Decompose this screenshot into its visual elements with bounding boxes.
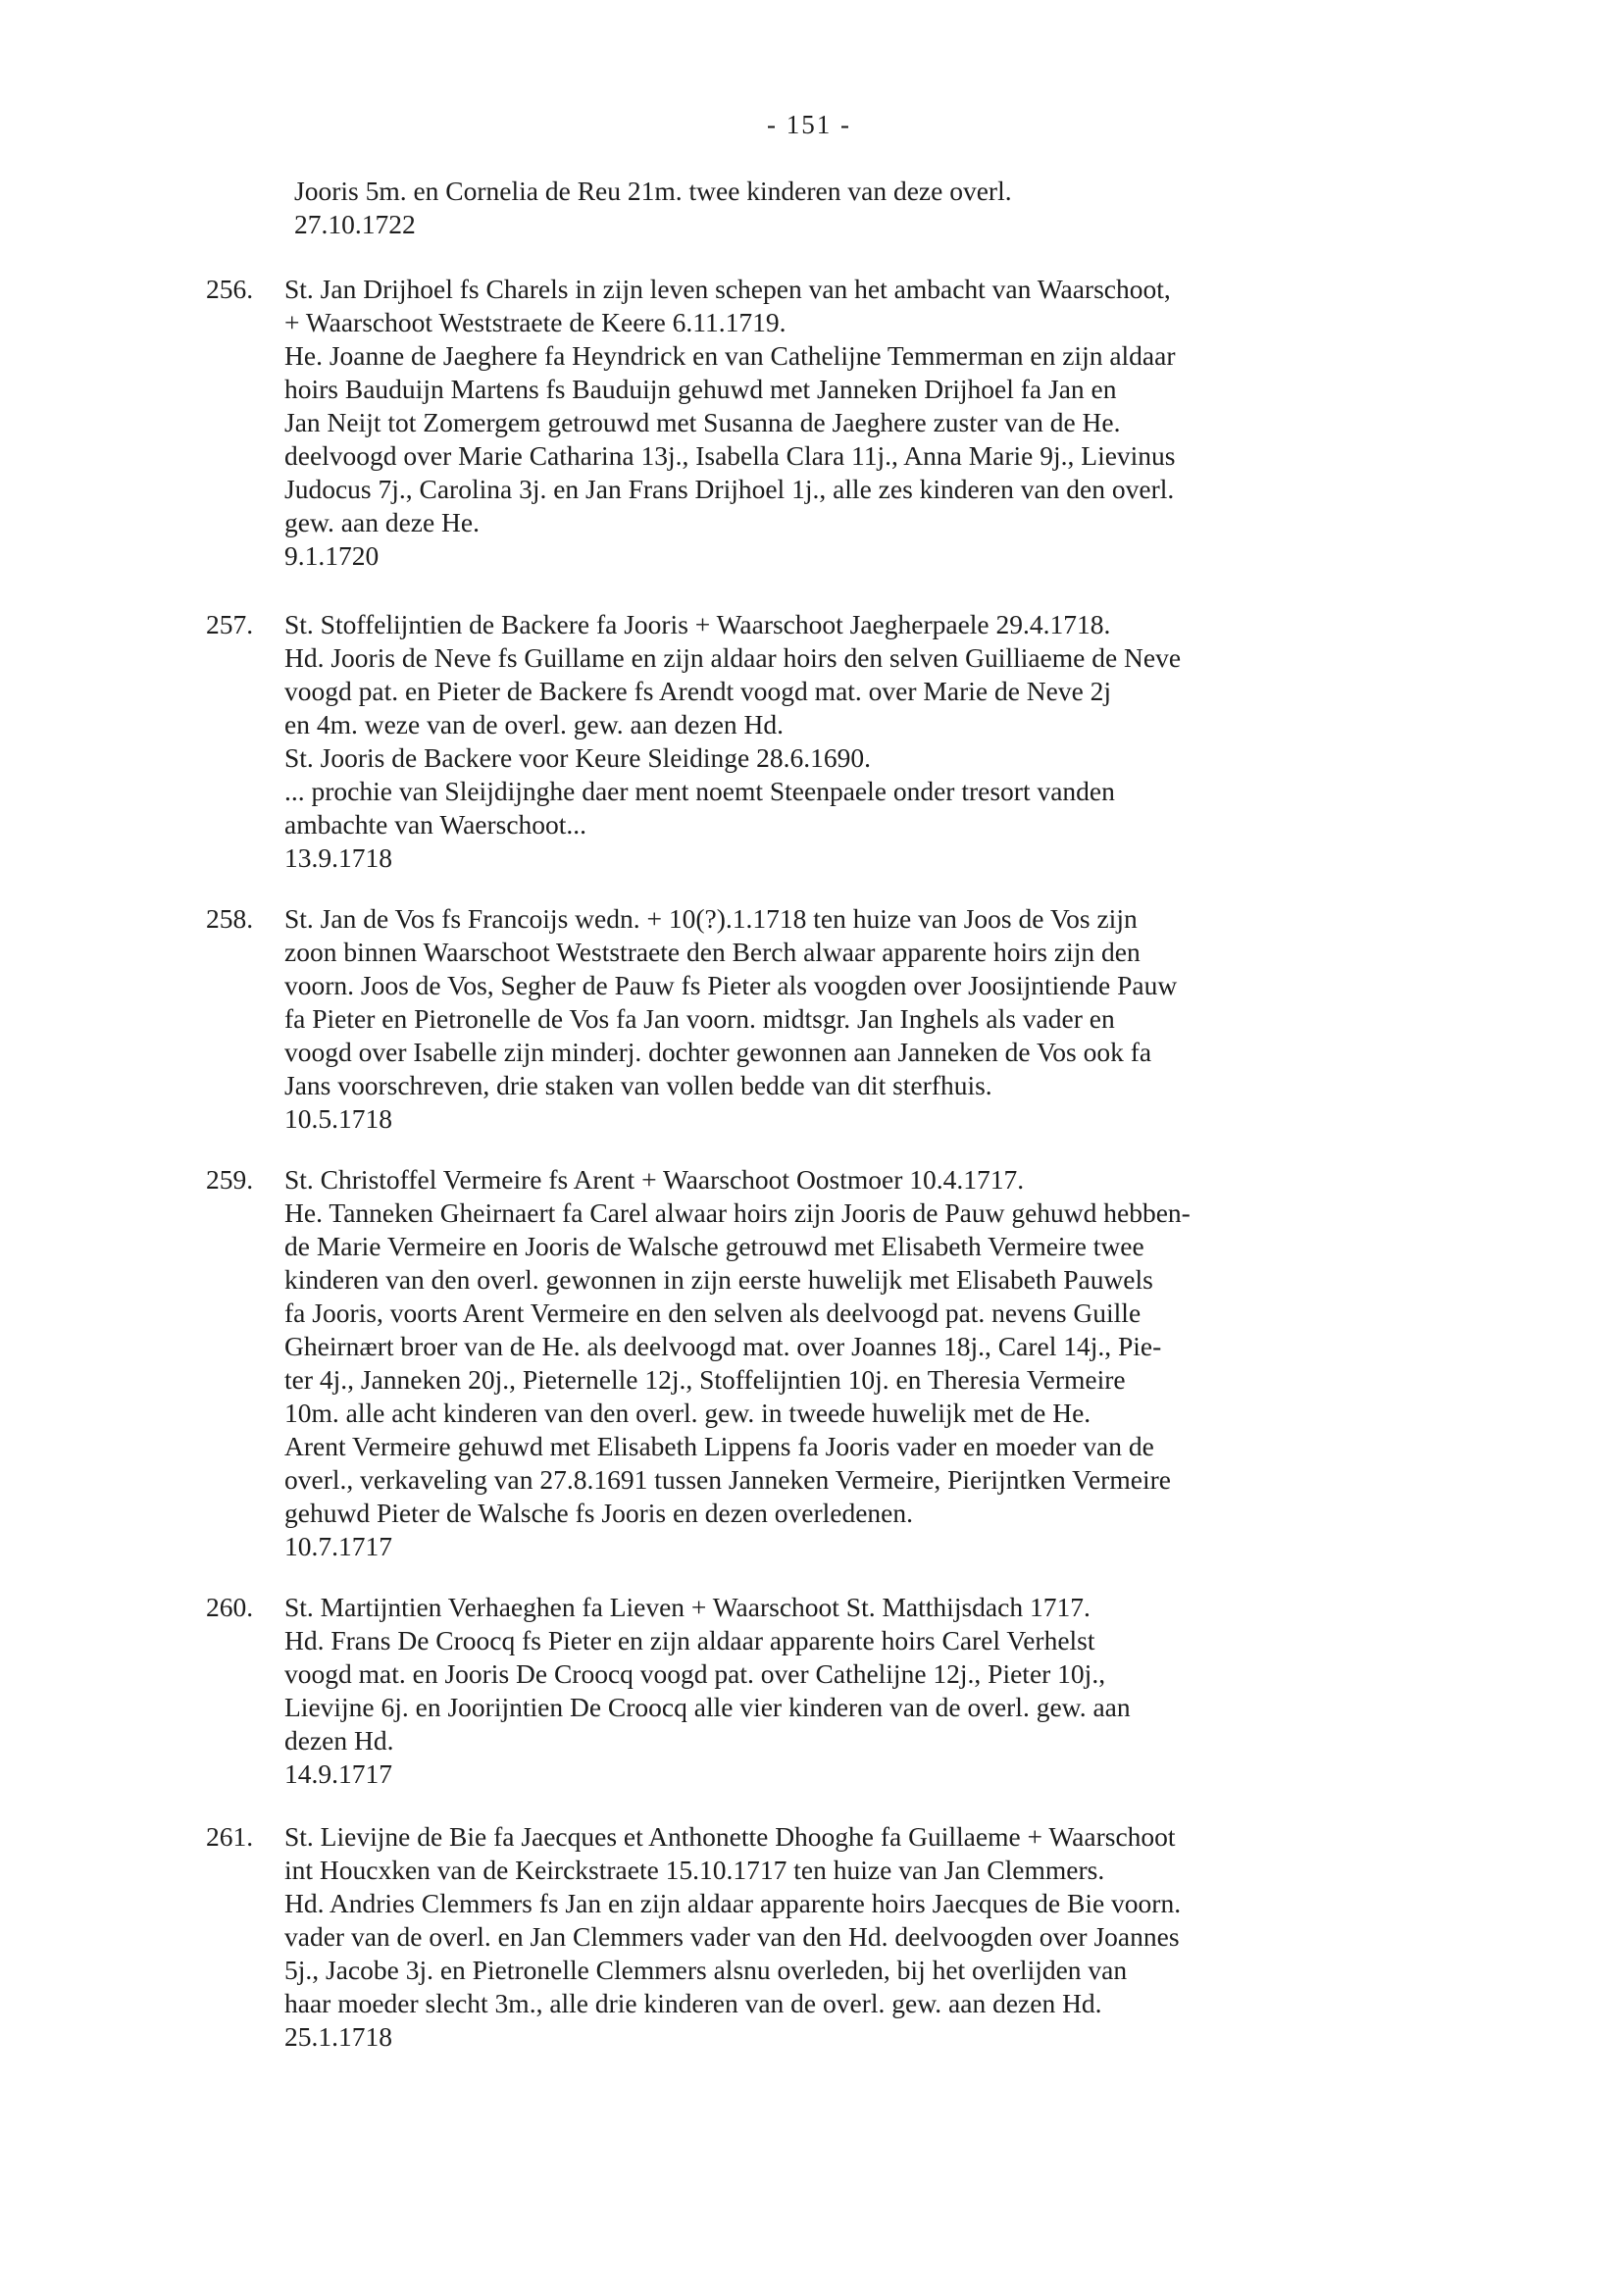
entry-260 — [206, 1591, 1599, 1791]
text-line: vader van de overl. en Jan Clemmers vader van den Hd. deelvoogden over Joannes — [284, 1921, 1180, 1952]
entry-number: 258. — [206, 903, 254, 934]
text-line: zoon binnen Waarschoot Weststraete den Berch alwaar apparente hoirs zijn den — [284, 937, 1141, 967]
text-line: Hd. Andries Clemmers fs Jan en zijn aldaar apparente hoirs Jaecques de Bie voorn. — [284, 1888, 1182, 1918]
text-line: voogd over Isabelle zijn minderj. dochter gewonnen aan Janneken de Vos ook fa — [284, 1037, 1152, 1067]
text-line: + Waarschoot Weststraete de Keere 6.11.1719. — [284, 307, 787, 337]
text-line: int Houcxken van de Keirckstraete 15.10.1717 ten huize van Jan Clemmers. — [284, 1855, 1105, 1885]
text-line: deelvoogd over Marie Catharina 13j., Isabella Clara 11j., Anna Marie 9j., Lievinus — [284, 440, 1176, 471]
text-line: dezen Hd. — [284, 1725, 394, 1756]
text-line: ter 4j., Janneken 20j., Pieternelle 12j., Stoffelijntien 10j. en Theresia Vermeire — [284, 1364, 1126, 1395]
date-line: 10.7.1717 — [284, 1531, 392, 1561]
text-line: Lievijne 6j. en Joorijntien De Croocq alle vier kinderen van de overl. gew. aan — [284, 1692, 1131, 1722]
text-line: Arent Vermeire gehuwd met Elisabeth Lippens fa Jooris vader en moeder van de — [284, 1431, 1154, 1461]
text-line: haar moeder slecht 3m., alle drie kinderen van de overl. gew. aan dezen Hd. — [284, 1988, 1102, 2018]
text-line: Judocus 7j., Carolina 3j. en Jan Frans Drijhoel 1j., alle zes kinderen van den overl. — [284, 474, 1175, 504]
entry-number: 256. — [206, 274, 254, 304]
text-line: overl., verkaveling van 27.8.1691 tussen Janneken Vermeire, Pierijntken Vermeire — [284, 1464, 1171, 1495]
text-line: Jan Neijt tot Zomergem getrouwd met Susanna de Jaeghere zuster van de He. — [284, 407, 1121, 437]
text-line: St. Lievijne de Bie fa Jaecques et Anthonette Dhooghe fa Guillaeme + Waarschoot — [284, 1821, 1176, 1852]
text-line: St. Jan de Vos fs Francoijs wedn. + 10(?).1.1718 ten huize van Joos de Vos zijn — [284, 903, 1138, 934]
text-line: fa Jooris, voorts Arent Vermeire en den selven als deelvoogd pat. nevens Guille — [284, 1298, 1142, 1328]
text-line: de Marie Vermeire en Jooris de Walsche getrouwd met Elisabeth Vermeire twee — [284, 1231, 1144, 1261]
text-line: ambachte van Waerschoot... — [284, 809, 587, 840]
entry-258 — [206, 902, 1599, 1136]
text-line: 5j., Jacobe 3j. en Pietronelle Clemmers alsnu overleden, bij het overlijden van — [284, 1955, 1128, 1985]
text-line: St. Martijntien Verhaeghen fa Lieven + Waarschoot St. Matthijsdach 1717. — [284, 1592, 1091, 1622]
entry-body — [284, 1591, 1599, 1791]
entry-body — [284, 1820, 1599, 2054]
text-line: ... prochie van Sleijdijnghe daer ment noemt Steenpaele onder tresort vanden — [284, 776, 1115, 806]
entry-number: 260. — [206, 1592, 254, 1622]
entry-number: 259. — [206, 1164, 254, 1195]
date-line: 27.10.1722 — [294, 209, 416, 239]
entry-259 — [206, 1163, 1599, 1563]
date-line: 25.1.1718 — [284, 2021, 392, 2052]
date-line: 9.1.1720 — [284, 540, 380, 571]
text-line: St. Christoffel Vermeire fs Arent + Waarschoot Oostmoer 10.4.1717. — [284, 1164, 1025, 1195]
date-line: 13.9.1718 — [284, 842, 392, 873]
date-line: 10.5.1718 — [284, 1103, 392, 1134]
text-line: voogd mat. en Jooris De Croocq voogd pat. over Cathelijne 12j., Pieter 10j., — [284, 1658, 1106, 1689]
text-line: fa Pieter en Pietronelle de Vos fa Jan voorn. midtsgr. Jan Inghels als vader en — [284, 1003, 1115, 1034]
text-line: St. Jooris de Backere voor Keure Sleidinge 28.6.1690. — [284, 742, 872, 773]
text-line: voorn. Joos de Vos, Segher de Pauw fs Pieter als voogden over Joosijntiende Pauw — [284, 970, 1178, 1000]
text-line: hoirs Bauduijn Martens fs Bauduijn gehuwd met Janneken Drijhoel fa Jan en — [284, 374, 1117, 404]
entry-body — [284, 1163, 1599, 1563]
text-line: He. Tanneken Gheirnaert fa Carel alwaar hoirs zijn Jooris de Pauw gehuwd hebben- — [284, 1197, 1191, 1228]
text-line: St. Jan Drijhoel fs Charels in zijn leven schepen van het ambacht van Waarschoot, — [284, 274, 1171, 304]
date-line: 14.9.1717 — [284, 1758, 392, 1789]
entry-number: 261. — [206, 1821, 254, 1852]
entry-257 — [206, 608, 1599, 875]
entry-body — [284, 608, 1599, 875]
intro-continuation — [294, 175, 1579, 241]
text-line: Hd. Jooris de Neve fs Guillame en zijn aldaar hoirs den selven Guilliaeme de Neve — [284, 642, 1182, 673]
page-number: - 151 - — [767, 110, 851, 139]
entry-261 — [206, 1820, 1599, 2054]
text-line: gehuwd Pieter de Walsche fs Jooris en dezen overledenen. — [284, 1498, 914, 1528]
text-line: St. Stoffelijntien de Backere fa Jooris + Waarschoot Jaegherpaele 29.4.1718. — [284, 609, 1111, 639]
text-line: gew. aan deze He. — [284, 507, 480, 537]
text-line: Hd. Frans De Croocq fs Pieter en zijn aldaar apparente hoirs Carel Verhelst — [284, 1625, 1095, 1655]
text-line: Jooris 5m. en Cornelia de Reu 21m. twee kinderen van deze overl. — [294, 176, 1012, 206]
entry-256 — [206, 273, 1599, 573]
text-line: en 4m. weze van de overl. gew. aan dezen Hd. — [284, 709, 785, 739]
entry-body — [284, 273, 1599, 573]
text-line: Jans voorschreven, drie staken van vollen bedde van dit sterfhuis. — [284, 1070, 992, 1100]
entry-number: 257. — [206, 609, 254, 639]
entry-body — [284, 902, 1599, 1136]
text-line: voogd pat. en Pieter de Backere fs Arendt voogd mat. over Marie de Neve 2j — [284, 676, 1112, 706]
text-line: 10m. alle acht kinderen van den overl. gew. in tweede huwelijk met de He. — [284, 1398, 1091, 1428]
text-line: kinderen van den overl. gewonnen in zijn eerste huwelijk met Elisabeth Pauwels — [284, 1264, 1153, 1295]
text-line: He. Joanne de Jaeghere fa Heyndrick en van Cathelijne Temmerman en zijn aldaar — [284, 340, 1176, 371]
text-line: Gheirnært broer van de He. als deelvoogd mat. over Joannes 18j., Carel 14j., Pie- — [284, 1331, 1162, 1361]
